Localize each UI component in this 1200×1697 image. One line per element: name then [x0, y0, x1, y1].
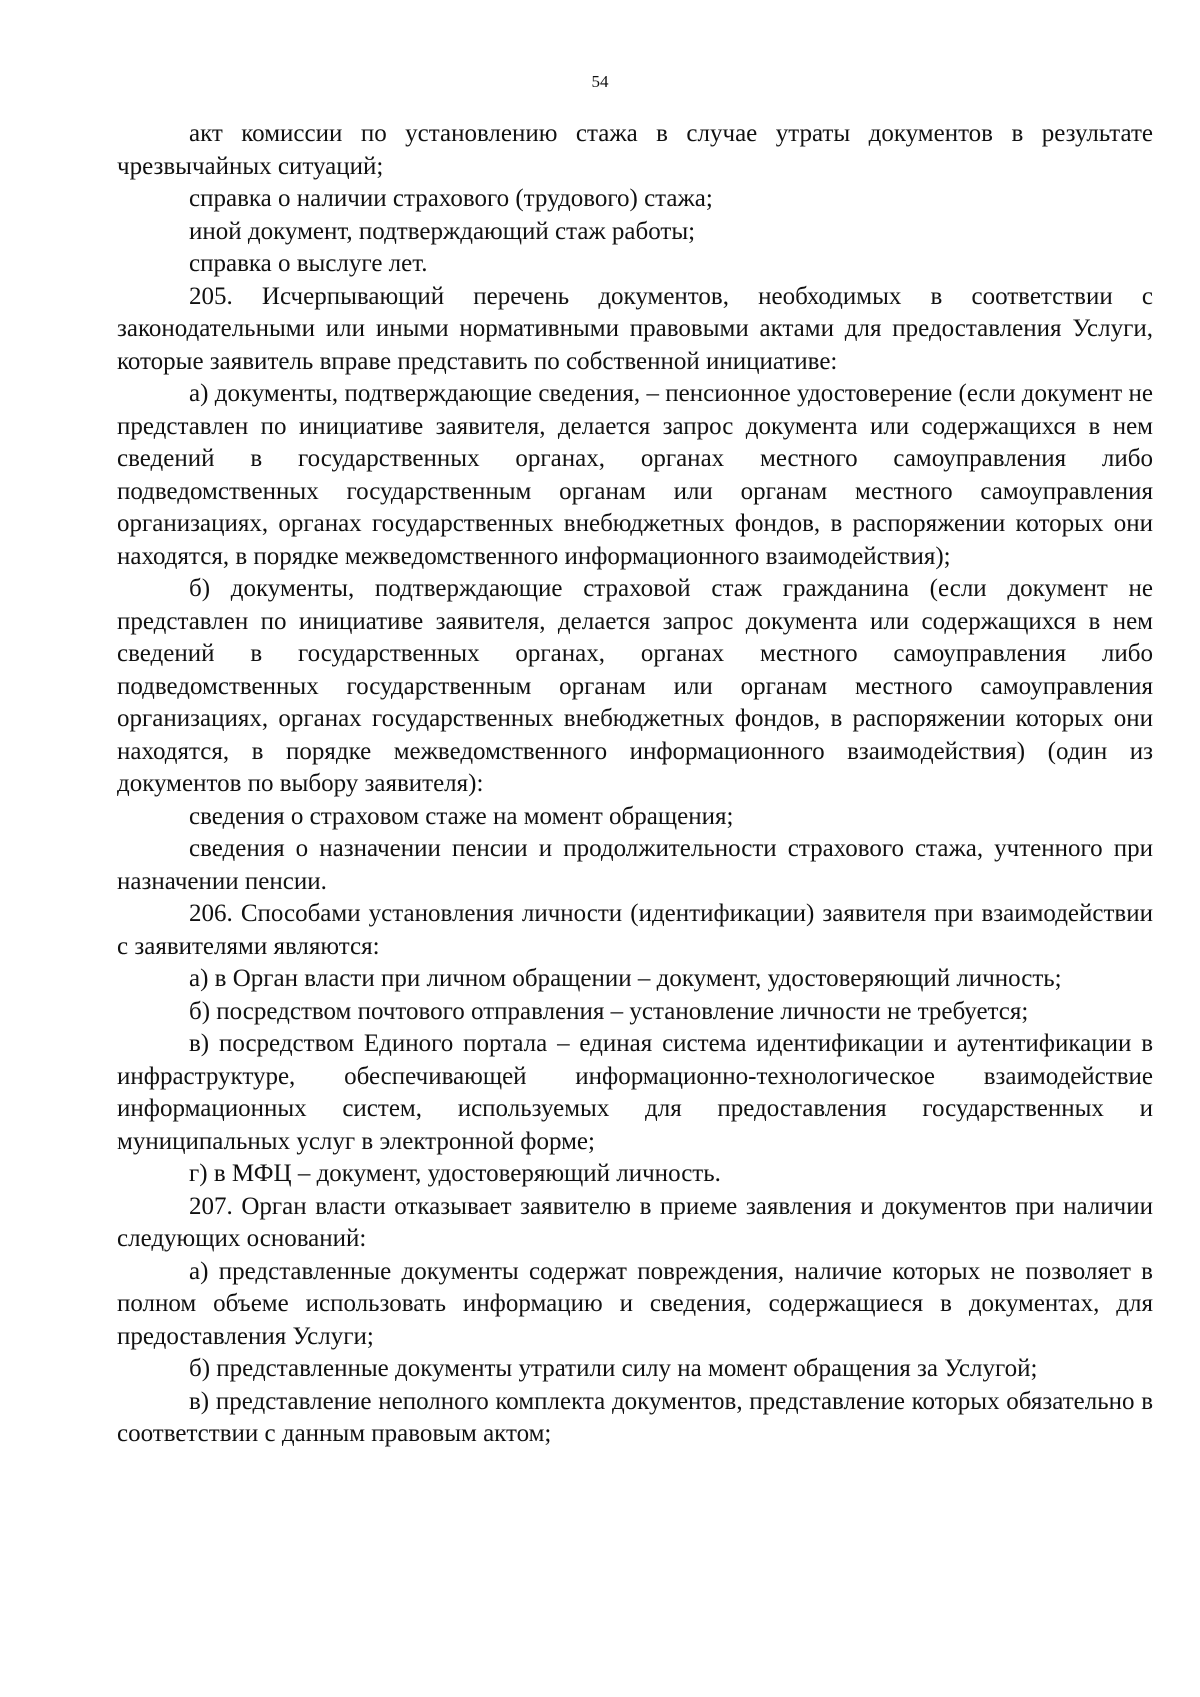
paragraph-service-years: справка о выслуге лет.: [189, 250, 428, 277]
paragraph-207: 207. Орган власти отказывает заявителю в приеме заявления и документов при наличии следующих оснований:: [117, 1192, 1153, 1252]
paragraph-pension-assignment: сведения о назначении пенсии и продолжительности страхового стажа, учтенного при назначении пенсии.: [117, 835, 1153, 895]
paragraph-other-document: иной документ, подтверждающий стаж работы;: [189, 217, 696, 245]
paragraph-206-g: г) в МФЦ – документ, удостоверяющий личность.: [189, 1160, 721, 1187]
document-body: [117, 118, 1153, 1451]
page-number: 54: [591, 72, 609, 91]
paragraph-insurance-record: сведения о страховом стаже на момент обращения;: [189, 802, 734, 830]
paragraph-205-b: б) документы, подтверждающие страховой стаж гражданина (если документ не представлен по инициативе заявителя, делается запрос документа или содержащихся в нем сведений в государственных органах, органах местного самоуправления либо подведомственных государственным органам или органам местного самоуправления организациях, органах государственных внебюджетных фондов, в распоряжении которых они находятся, в порядке межведомственного информационного взаимодействия) (один из документов по выбору заявителя):: [117, 575, 1153, 797]
paragraph-207-b: б) представленные документы утратили силу на момент обращения за Услугой;: [189, 1355, 1038, 1382]
paragraph-206-b: б) посредством почтового отправления – установление личности не требуется;: [189, 997, 1029, 1025]
paragraph-205-a: а) документы, подтверждающие сведения, – пенсионное удостоверение (если документ не представлен по инициативе заявителя, делается запрос документа или содержащихся в нем сведений в государственных органах, органах местного самоуправления либо подведомственных государственным органам или органам местного самоуправления организациях, органах государственных внебюджетных фондов, в распоряжении которых они находятся, в порядке межведомственного информационного взаимодействия);: [117, 380, 1153, 570]
paragraph-206-v: в) посредством Единого портала – единая система идентификации и аутентификации в инфраструктуре, обеспечивающей информационно-технологическое взаимодействие информационных систем, используемых для предоставления государственных и муниципальных услуг в электронной форме;: [117, 1030, 1153, 1155]
paragraph-207-v: в) представление неполного комплекта документов, представление которых обязательно в соответствии с данным правовым актом;: [117, 1387, 1153, 1447]
paragraph-act-commission: акт комиссии по установлению стажа в случае утраты документов в результате чрезвычайных ситуаций;: [117, 120, 1153, 180]
paragraph-insurance-certificate: справка о наличии страхового (трудового) стажа;: [189, 185, 713, 212]
paragraph-206-a: а) в Орган власти при личном обращении – документ, удостоверяющий личность;: [189, 965, 1062, 992]
paragraph-205: 205. Исчерпывающий перечень документов, необходимых в соответствии с законодательными или иными нормативными правовыми актами для предоставления Услуги, которые заявитель вправе представить по собственной инициативе:: [117, 282, 1153, 375]
paragraph-206: 206. Способами установления личности (идентификации) заявителя при взаимодействии с заявителями являются:: [117, 900, 1153, 960]
paragraph-207-a: а) представленные документы содержат повреждения, наличие которых не позволяет в полном объеме использовать информацию и сведения, содержащиеся в документах, для предоставления Услуги;: [117, 1257, 1153, 1350]
